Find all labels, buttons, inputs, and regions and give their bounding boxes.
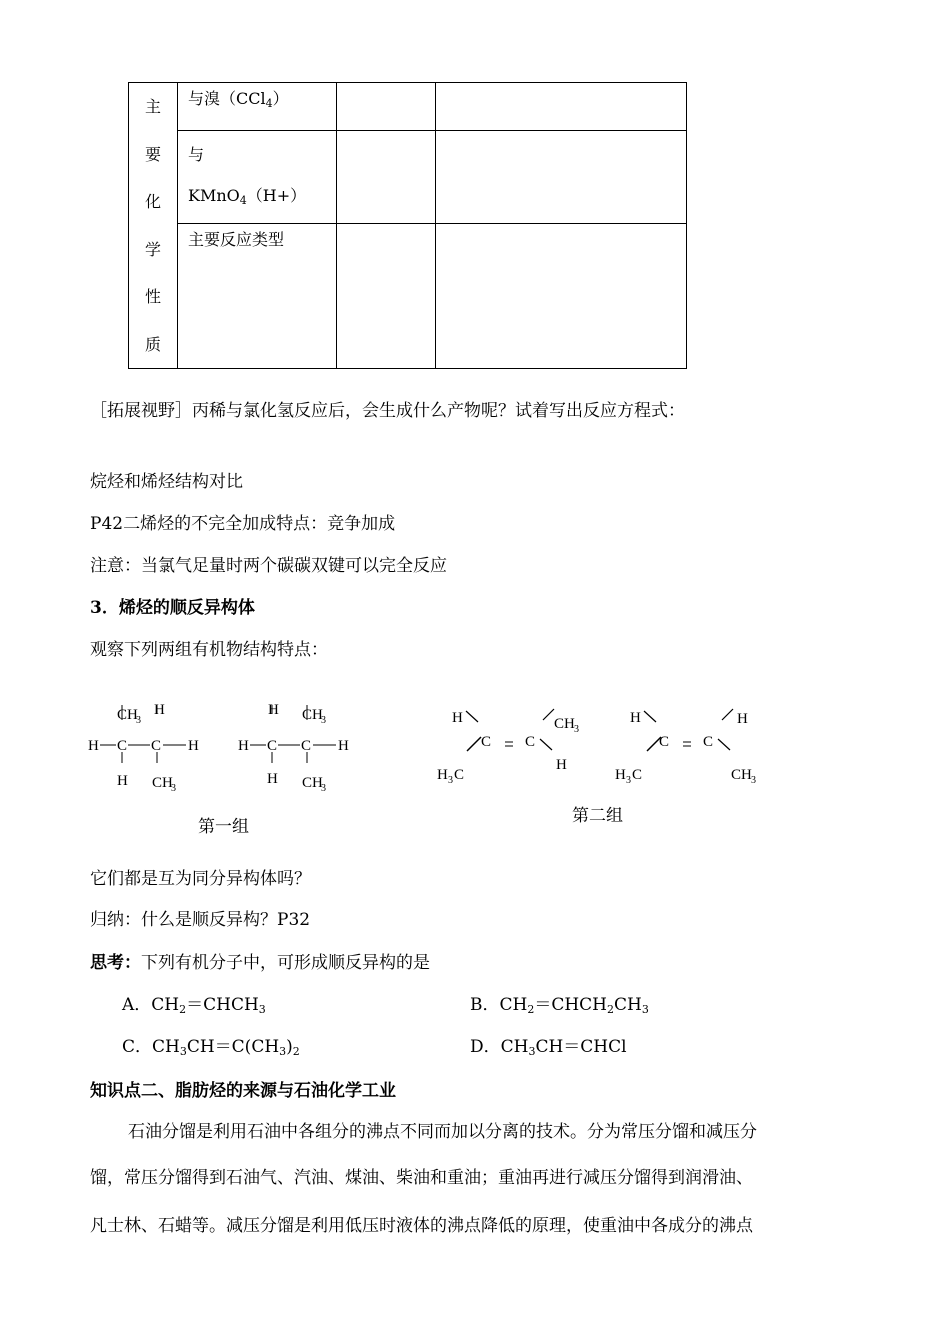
atom-label: CH <box>731 767 752 783</box>
atom-subscript: 3 <box>751 775 756 786</box>
atom-label: H <box>88 738 99 754</box>
side-char: 质 <box>144 334 161 354</box>
think-text: 思考：下列有机分子中，可形成顺反异构的是 <box>90 953 430 973</box>
atom-label: C <box>151 738 162 754</box>
atom-label: CH <box>117 707 138 723</box>
atom-subscript: 3 <box>448 775 453 786</box>
side-char: 要 <box>144 144 161 164</box>
side-char: 主 <box>144 97 161 116</box>
atom-label: H <box>556 757 567 773</box>
side-char: 性 <box>144 287 161 306</box>
paragraph-line-2: 馏，常压分馏得到石油气、汽油、煤油、柴油和重油；重油再进行减压分馏得到润滑油、 <box>90 1168 753 1188</box>
compare-text: 烷烃和烯烃结构对比 <box>90 472 243 492</box>
atom-label: C <box>632 767 643 783</box>
side-char: 学 <box>144 239 161 259</box>
side-char: 化 <box>144 192 161 211</box>
section-heading-k2: 知识点二、脂肪烃的来源与石油化学工业 <box>90 1081 396 1101</box>
paragraph-line-1: 石油分馏是利用石油中各组分的沸点不同而加以分离的技术。分为常压分馏和减压分 <box>128 1122 757 1142</box>
atom-label: C <box>267 738 278 754</box>
summary-text: 归纳：什么是顺反异构？P32 <box>90 910 311 930</box>
atom-label: CH <box>302 775 323 791</box>
atom-label: H <box>188 738 199 754</box>
group1-structure-1 <box>88 702 199 794</box>
group1-structure-2 <box>238 702 349 794</box>
atom-label: CH <box>302 707 323 723</box>
expand-view-text: ［拓展视野］丙稀与氯化氢反应后，会生成什么产物呢？试着写出反应方程式： <box>90 401 685 421</box>
group2-structure-1 <box>437 709 579 786</box>
atom-label: C <box>525 734 536 750</box>
atom-label: H <box>238 738 249 754</box>
atom-label: C <box>659 734 670 750</box>
atom-label: C <box>301 738 312 754</box>
option-a: A．$CH_2=CHCH_3$ <box>122 995 266 1016</box>
option-d: D．$CH_3CH=CHCl$ <box>470 1037 627 1058</box>
p42-text: P42二烯烃的不完全加成特点：竞争加成 <box>90 514 396 534</box>
group1-label: 第一组 <box>198 817 249 837</box>
group2-label: 第二组 <box>572 806 623 826</box>
atom-label: CH <box>554 716 575 732</box>
atom-subscript: 3 <box>171 783 176 794</box>
section-heading-3: 3．烯烃的顺反异构体 <box>90 598 255 618</box>
atom-subscript: 3 <box>321 783 326 794</box>
atom-label: H <box>117 773 128 789</box>
observe-text: 观察下列两组有机物结构特点： <box>90 640 328 660</box>
atom-label: H <box>737 711 748 727</box>
atom-subscript: 3 <box>136 715 141 726</box>
atom-label: H <box>154 702 165 718</box>
row-label-kmno4: 与 KMnO$_4$（H+） <box>178 130 337 223</box>
atom-label: C <box>703 734 714 750</box>
atom-label: C <box>454 767 465 783</box>
row-label-bromine: 与溴（CCl$_4$） <box>178 83 337 131</box>
option-c: C．$CH_3CH=C(CH_3)_2$ <box>122 1037 300 1058</box>
note-text: 注意：当氯气足量时两个碳碳双键可以完全反应 <box>90 556 447 576</box>
atom-label: H <box>268 702 279 718</box>
atom-label: C <box>117 738 128 754</box>
atom-label: C <box>481 734 492 750</box>
atom-label: H <box>338 738 349 754</box>
question-text: 它们都是互为同分异构体吗？ <box>90 869 311 889</box>
atom-subscript: 3 <box>626 775 631 786</box>
group2-structure-2 <box>615 709 756 786</box>
paragraph-line-3: 凡士林、石蜡等。减压分馏是利用低压时液体的沸点降低的原理，使重油中各成分的沸点 <box>90 1216 753 1236</box>
atom-label: H <box>452 710 463 726</box>
atom-label: CH <box>152 775 173 791</box>
atom-label: H <box>630 710 641 726</box>
atom-subscript: 3 <box>321 715 326 726</box>
atom-label: H <box>615 767 626 783</box>
atom-label: H <box>267 771 278 787</box>
atom-subscript: 3 <box>574 724 579 735</box>
atom-label: H <box>437 767 448 783</box>
row-label-reaction-type: 主要反应类型 <box>178 223 337 368</box>
option-b: B．$CH_2=CHCH_2CH_3$ <box>470 995 649 1016</box>
